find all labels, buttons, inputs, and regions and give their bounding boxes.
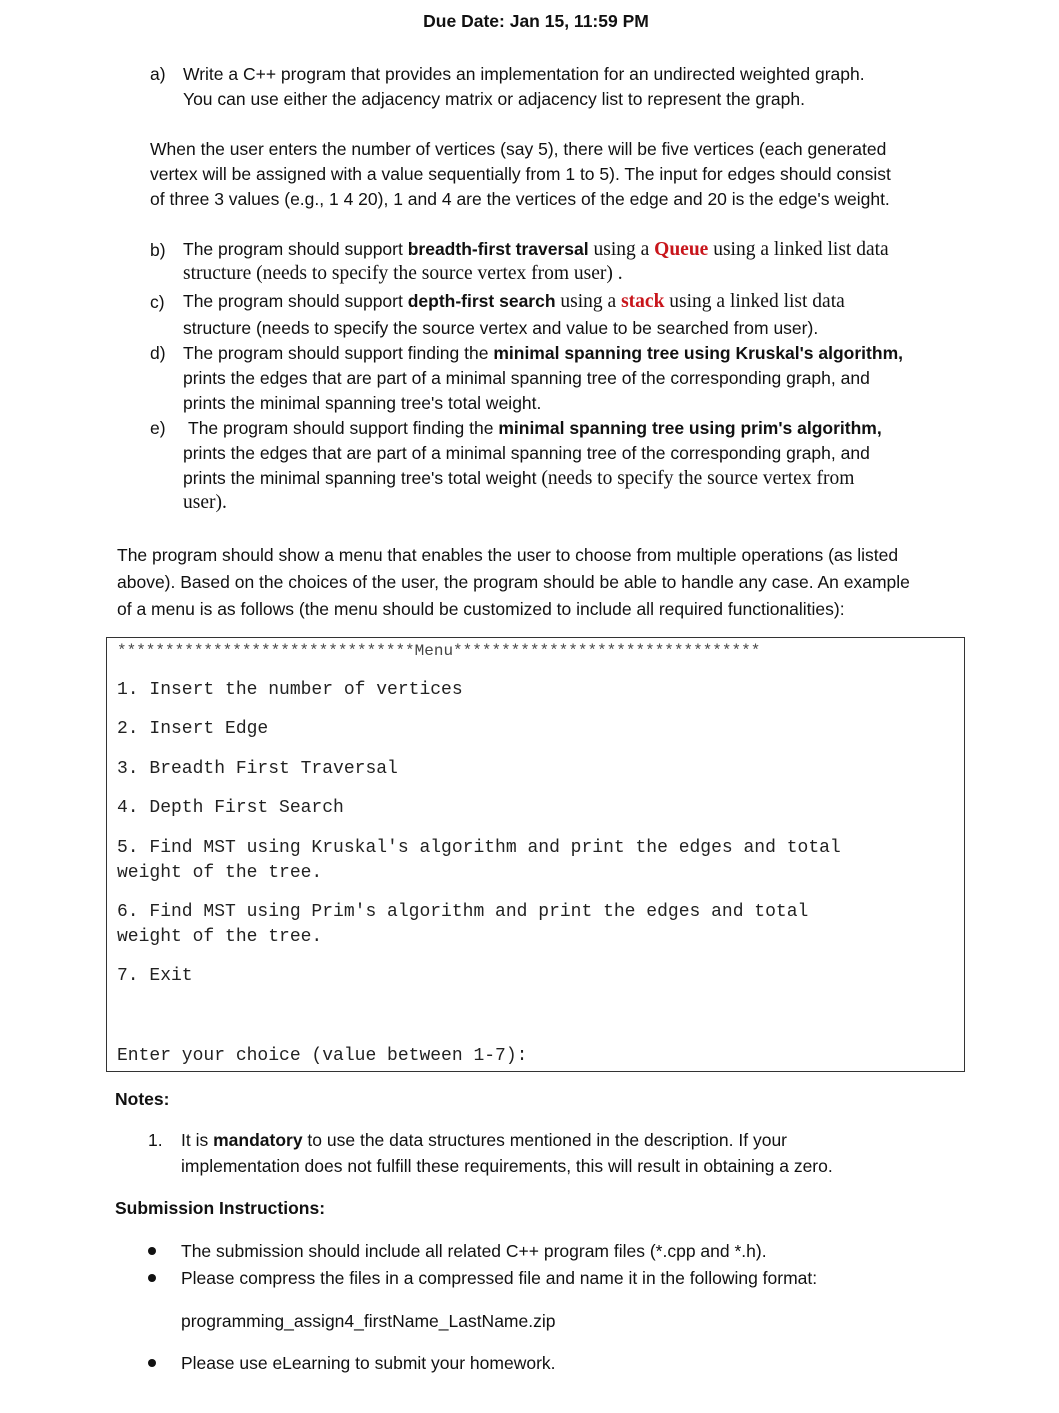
part-e-post: , xyxy=(876,418,882,438)
menu-item-5-cont: weight of the tree. xyxy=(117,863,323,883)
vertices-line-2: vertex will be assigned with a value sequentially from 1 to 5). The input for edges should consist xyxy=(150,164,891,184)
part-c-stack: stack xyxy=(621,291,665,312)
submission-bullet-1: The submission should include all related C++ program files (*.cpp and *.h). xyxy=(181,1241,767,1261)
menu-item-2: 2. Insert Edge xyxy=(117,719,269,739)
menu-item-7: 7. Exit xyxy=(117,966,193,986)
menu-paragraph-line-1: The program should show a menu that enables the user to choose from multiple operations (as listed xyxy=(117,545,899,565)
part-d-label: d) xyxy=(150,343,166,363)
part-c-mid: using a xyxy=(555,291,622,312)
menu-item-1: 1. Insert the number of vertices xyxy=(117,680,463,700)
notes-bold: mandatory xyxy=(213,1130,303,1150)
part-d-line3: prints the minimal spanning tree's total weight. xyxy=(183,393,542,413)
part-c-bold: depth-first search xyxy=(407,291,556,311)
part-e-line1 xyxy=(188,416,978,441)
bullet-3-dot xyxy=(148,1359,156,1367)
menu-paragraph-line-3: of a menu is as follows (the menu should be customized to include all required functionalities): xyxy=(117,599,845,619)
notes-pre: It is xyxy=(181,1130,214,1150)
part-b-mid: using a xyxy=(588,239,655,260)
vertices-line-1: When the user enters the number of vertices (say 5), there will be five vertices (each generated xyxy=(150,139,887,159)
part-b-line1 xyxy=(183,236,973,264)
part-e-line2: prints the edges that are part of a minimal spanning tree of the corresponding graph, and xyxy=(183,443,870,463)
submission-heading: Submission Instructions: xyxy=(115,1198,326,1218)
part-b-pre: The program should support xyxy=(183,239,408,259)
part-c-post: using a linked list data xyxy=(664,291,845,312)
part-e-bold: minimal spanning tree using prim's algorithm xyxy=(498,418,877,438)
part-b-label: b) xyxy=(150,240,166,260)
bullet-2-dot xyxy=(148,1274,156,1282)
vertices-line-3: of three 3 values (e.g., 1 4 20), 1 and 4 are the vertices of the edge and 20 is the edge's weight. xyxy=(150,189,890,209)
notes-item-line2: implementation does not fulfill these requirements, this will result in obtaining a zero. xyxy=(181,1156,833,1176)
part-c-pre: The program should support xyxy=(183,291,408,311)
notes-heading: Notes: xyxy=(115,1089,170,1109)
part-c-line2: structure (needs to specify the source vertex and value to be searched from user). xyxy=(183,318,819,338)
part-d-post: , xyxy=(898,343,904,363)
menu-item-6: 6. Find MST using Prim's algorithm and print the edges and total xyxy=(117,902,809,922)
part-a-label: a) xyxy=(150,64,166,84)
part-c-line1 xyxy=(183,288,973,316)
submission-bullet-3: Please use eLearning to submit your homework. xyxy=(181,1353,556,1373)
notes-post: to use the data structures mentioned in the description. If your xyxy=(302,1130,787,1150)
bullet-1-dot xyxy=(148,1247,156,1255)
vertices-paragraph xyxy=(150,137,980,212)
part-e-line3-sans: prints the minimal spanning tree's total weight xyxy=(183,468,537,488)
notes-item-line1 xyxy=(181,1128,981,1153)
menu-item-4: 4. Depth First Search xyxy=(117,798,344,818)
part-d-bold: minimal spanning tree using Kruskal's algorithm xyxy=(493,343,899,363)
menu-header: *******************************Menu******************************** xyxy=(117,642,761,660)
submission-filename: programming_assign4_firstName_LastName.zip xyxy=(181,1311,556,1331)
menu-box xyxy=(106,637,965,1072)
part-e-line3-serif: (needs to specify the source vertex from xyxy=(536,468,855,489)
part-e-pre: The program should support finding the xyxy=(188,418,499,438)
part-a-line2: You can use either the adjacency matrix or adjacency list to represent the graph. xyxy=(183,89,805,109)
part-e-label: e) xyxy=(150,418,166,438)
part-b-line2: structure (needs to specify the source vertex from user) . xyxy=(183,263,623,284)
part-b-bold: breadth-first traversal xyxy=(407,239,589,259)
notes-item-number: 1. xyxy=(148,1130,163,1150)
part-d-pre: The program should support finding the xyxy=(183,343,494,363)
part-a-line1: Write a C++ program that provides an implementation for an undirected weighted graph. xyxy=(183,64,865,84)
submission-bullet-2: Please compress the files in a compressed file and name it in the following format: xyxy=(181,1268,818,1288)
menu-item-6-cont: weight of the tree. xyxy=(117,927,323,947)
part-e-line3 xyxy=(183,466,973,493)
menu-prompt: Enter your choice (value between 1-7): xyxy=(117,1046,528,1066)
part-e-line4: user). xyxy=(183,492,227,513)
menu-paragraph-line-2: above). Based on the choices of the user, the program should be able to handle any case. An example xyxy=(117,572,910,592)
menu-item-5: 5. Find MST using Kruskal's algorithm and print the edges and total xyxy=(117,838,841,858)
due-date: Due Date: Jan 15, 11:59 PM xyxy=(423,11,649,31)
menu-paragraph xyxy=(117,542,1017,623)
menu-item-3: 3. Breadth First Traversal xyxy=(117,759,398,779)
part-b-queue: Queue xyxy=(654,239,709,260)
part-d-line1 xyxy=(183,341,973,366)
part-d-line2: prints the edges that are part of a minimal spanning tree of the corresponding graph, and xyxy=(183,368,870,388)
part-c-label: c) xyxy=(150,292,165,312)
part-b-post: using a linked list data xyxy=(708,239,889,260)
